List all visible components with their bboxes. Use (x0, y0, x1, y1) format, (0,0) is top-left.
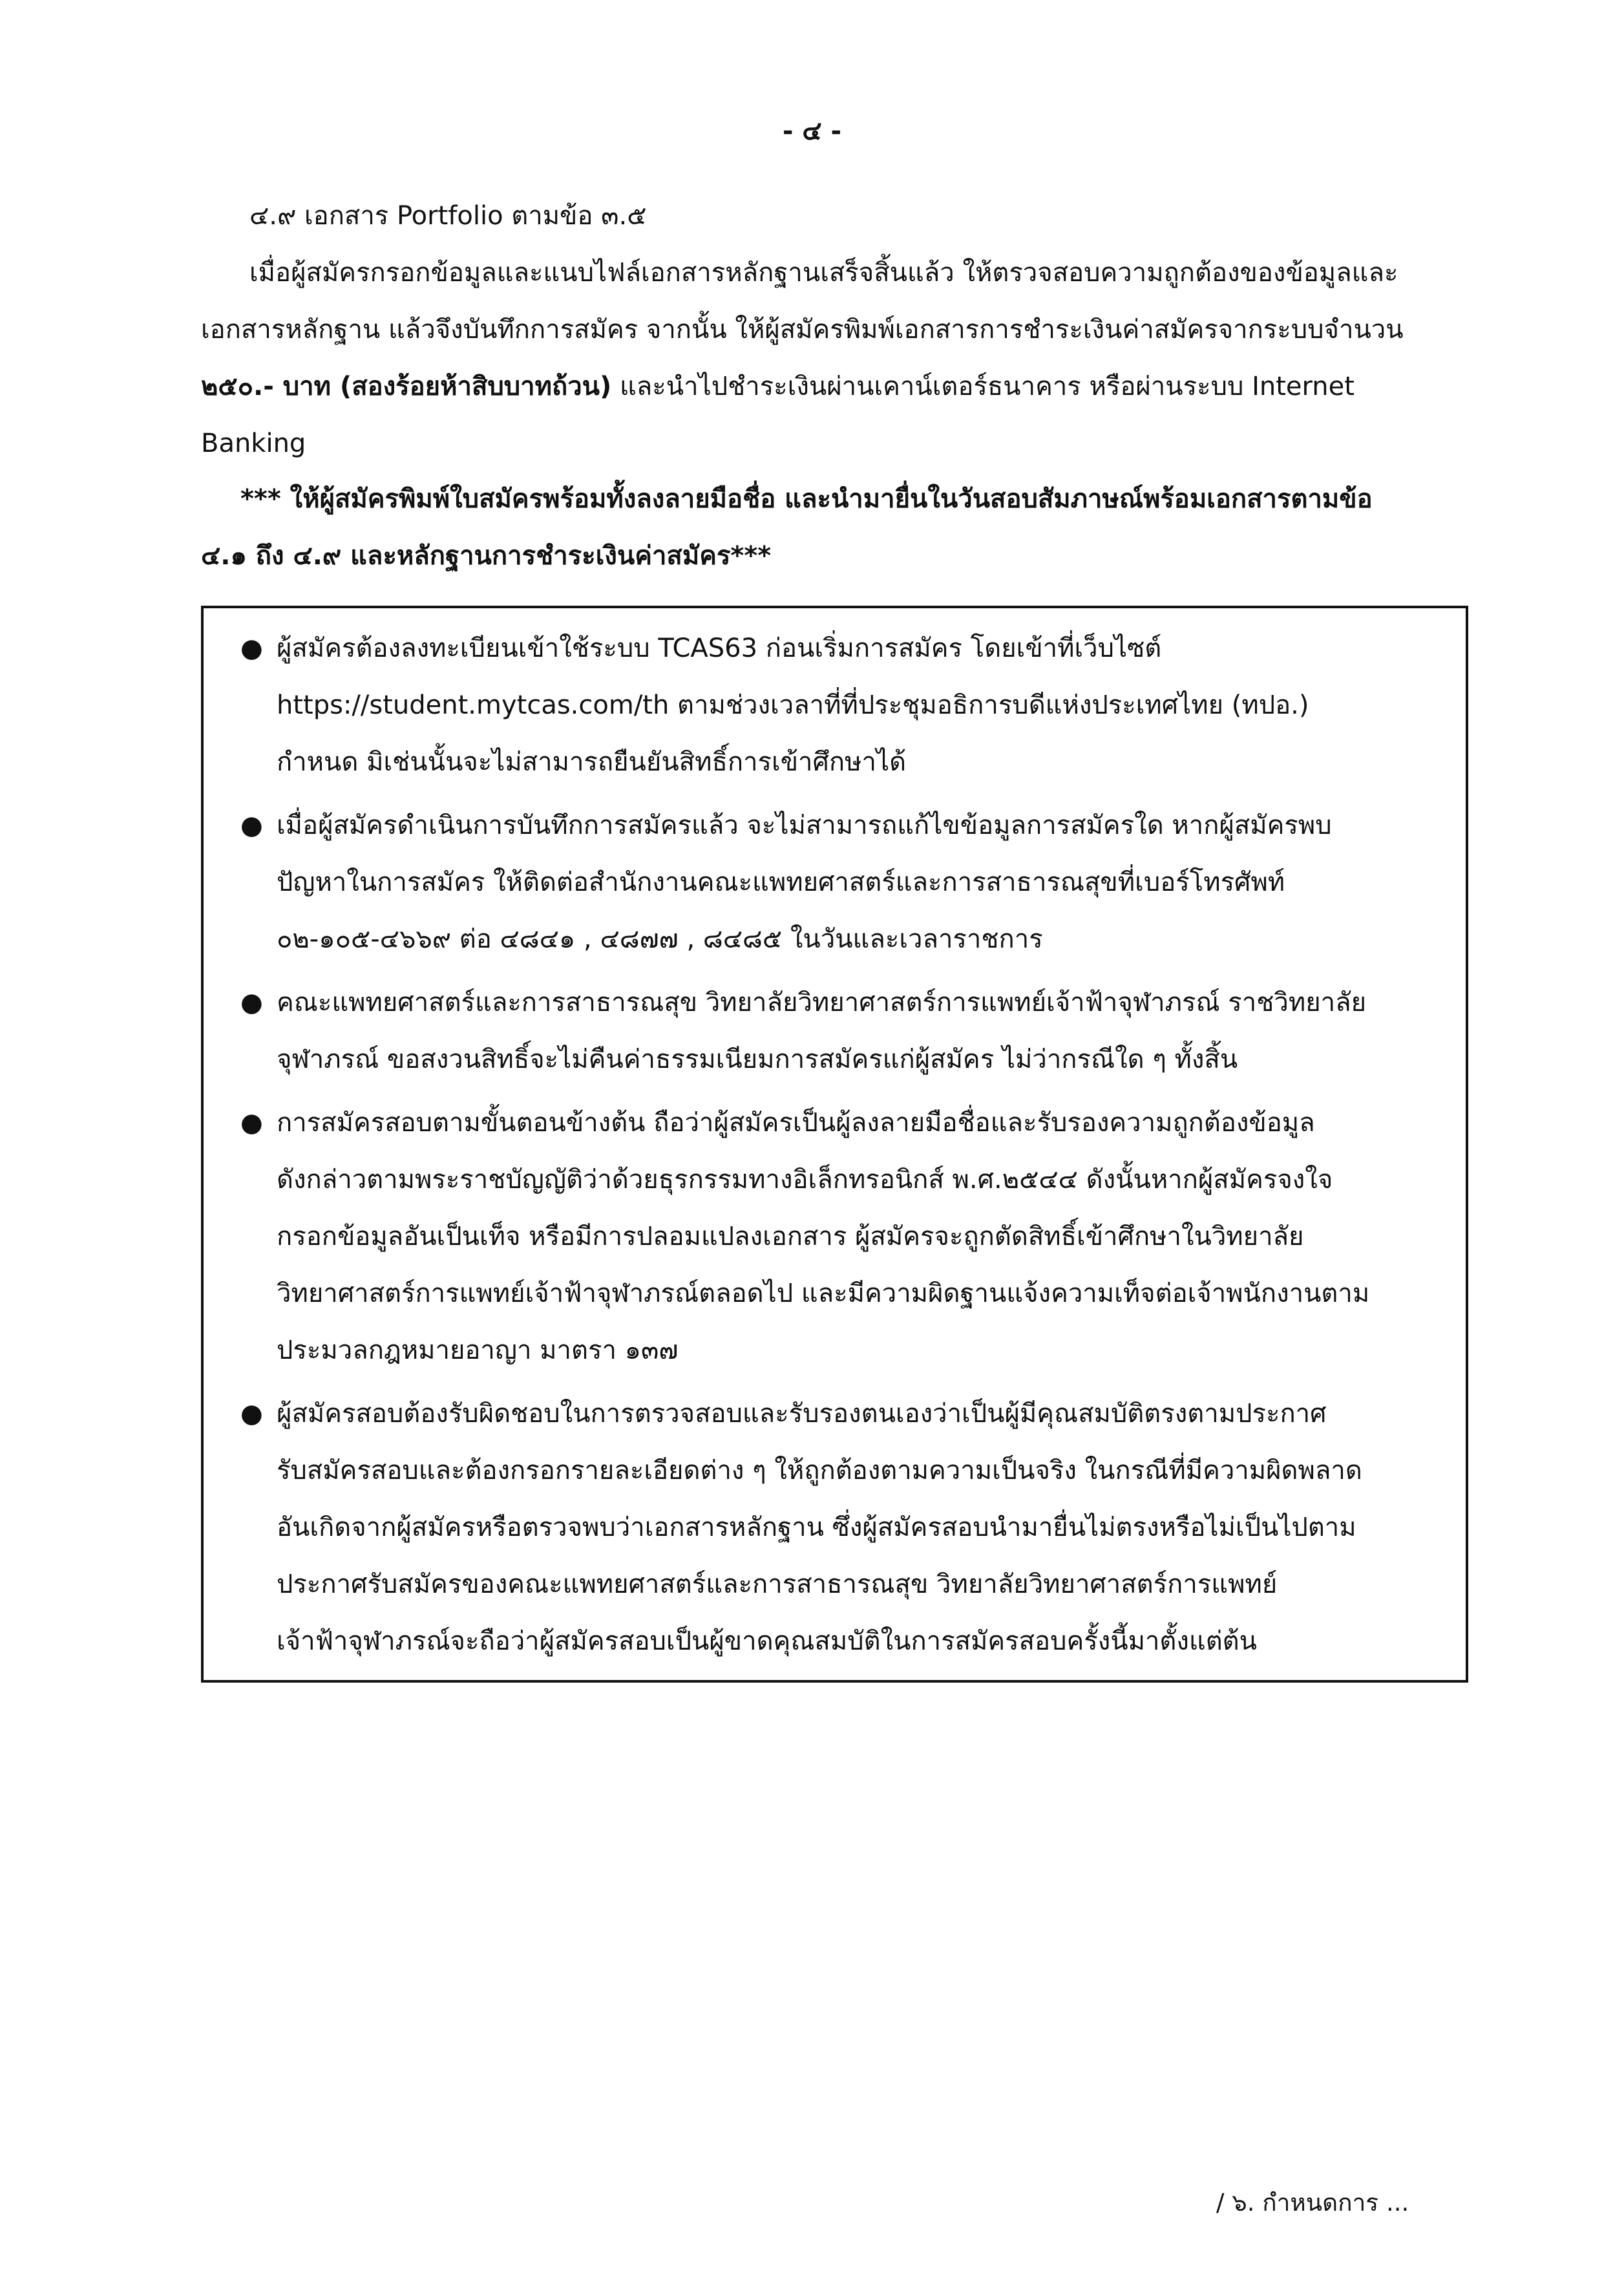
bullet-icon: ● (240, 1399, 263, 1429)
bullet-line: ดังกล่าวตามพระราชบัญญัติว่าด้วยธุรกรรมทางอิเล็กทรอนิกส์ พ.ศ.๒๕๔๔ ดังนั้นหากผู้สมัครจงใจ (277, 1165, 1333, 1195)
next-page-footer: / ๖. กำหนดการ ... (1216, 2189, 1409, 2217)
bullet-line: เจ้าฟ้าจุฬาภรณ์จะถือว่าผู้สมัครสอบเป็นผู้ขาดคุณสมบัติในการสมัครสอบครั้งนี้มาตั้งแต่ต้น (277, 1626, 1257, 1656)
bullet-icon: ● (240, 1108, 263, 1138)
bullet-line: รับสมัครสอบและต้องกรอกรายละเอียดต่าง ๆ ให้ถูกต้องตามความเป็นจริง ในกรณีที่มีความผิดพลาด (277, 1456, 1362, 1485)
bullet-line: ประมวลกฎหมายอาญา มาตรา ๑๓๗ (277, 1335, 679, 1365)
bullet-line: จุฬาภรณ์ ขอสงวนสิทธิ์จะไม่คืนค่าธรรมเนียมการสมัครแก่ผู้สมัคร ไม่ว่ากรณีใด ๆ ทั้งสิ้น (277, 1045, 1238, 1074)
bullet-line: ประกาศรับสมัครของคณะแพทยศาสตร์และการสาธารณสุข วิทยาลัยวิทยาศาสตร์การแพทย์ (277, 1569, 1278, 1599)
paragraph-line: เอกสารหลักฐาน แล้วจึงบันทึกการสมัคร จากนั้น ให้ผู้สมัครพิมพ์เอกสารการชำระเงินค่าสมัครจากระบบจำนวน (201, 315, 1404, 345)
bullet-icon: ● (240, 811, 263, 840)
bullet-line: https://student.mytcas.com/th ตามช่วงเวลาที่ที่ประชุมอธิการบดีแห่งประเทศไทย (ทปอ.) (277, 690, 1309, 720)
bullet-line: ผู้สมัครต้องลงทะเบียนเข้าใช้ระบบ TCAS63 ก่อนเริ่มการสมัคร โดยเข้าที่เว็บไซต์ (277, 633, 1162, 663)
bullet-icon: ● (240, 988, 263, 1017)
fee-amount: ๒๕๐.- บาท (สองร้อยห้าสิบบาทถ้วน) (201, 372, 612, 401)
bullet-line: คณะแพทยศาสตร์และการสาธารณสุข วิทยาลัยวิทยาศาสตร์การแพทย์เจ้าฟ้าจุฬาภรณ์ ราชวิทยาลัย (277, 988, 1367, 1017)
fee-line (201, 371, 1355, 402)
bullet-line: การสมัครสอบตามขั้นตอนข้างต้น ถือว่าผู้สมัครเป็นผู้ลงลายมือชื่อและรับรองความถูกต้องข้อมูล (277, 1108, 1315, 1138)
bullet-line: ปัญหาในการสมัคร ให้ติดต่อสำนักงานคณะแพทยศาสตร์และการสาธารณสุขที่เบอร์โทรศัพท์ (277, 867, 1285, 897)
item-4-9: ๔.๙ เอกสาร Portfolio ตามข้อ ๓.๕ (249, 201, 647, 231)
fee-payment-text: และนำไปชำระเงินผ่านเคาน์เตอร์ธนาคาร หรือผ่านระบบ Internet (611, 372, 1355, 401)
submission-notice-line: ๔.๑ ถึง ๔.๙ และหลักฐานการชำระเงินค่าสมัคร*** (201, 541, 772, 571)
bullet-line: อันเกิดจากผู้สมัครหรือตรวจพบว่าเอกสารหลักฐาน ซึ่งผู้สมัครสอบนำมายื่นไม่ตรงหรือไม่เป็นไปตาม (277, 1513, 1356, 1542)
bullet-line: กำหนด มิเช่นนั้นจะไม่สามารถยืนยันสิทธิ์การเข้าศึกษาได้ (277, 747, 907, 777)
submission-notice-line: *** ให้ผู้สมัครพิมพ์ใบสมัครพร้อมทั้งลงลายมือชื่อ และนำมายื่นในวันสอบสัมภาษณ์พร้อมเอกสารตามข้อ (240, 484, 1373, 514)
bullet-line: ๐๒-๑๐๕-๔๖๖๙ ต่อ ๔๘๔๑ , ๔๘๗๗ , ๘๔๘๕ ในวันและเวลาราชการ (277, 924, 1043, 954)
bullet-line: วิทยาศาสตร์การแพทย์เจ้าฟ้าจุฬาภรณ์ตลอดไป และมีความผิดฐานแจ้งความเท็จต่อเจ้าพนักงานตาม (277, 1279, 1370, 1308)
paragraph-line: Banking (201, 429, 306, 458)
page-number: - ๔ - (782, 116, 842, 146)
paragraph-line: เมื่อผู้สมัครกรอกข้อมูลและแนบไฟล์เอกสารหลักฐานเสร็จสิ้นแล้ว ให้ตรวจสอบความถูกต้องของข้อมูลและ (249, 258, 1398, 288)
bullet-line: ผู้สมัครสอบต้องรับผิดชอบในการตรวจสอบและรับรองตนเองว่าเป็นผู้มีคุณสมบัติตรงตามประกาศ (277, 1399, 1327, 1429)
bullet-line: กรอกข้อมูลอันเป็นเท็จ หรือมีการปลอมแปลงเอกสาร ผู้สมัครจะถูกตัดสิทธิ์เข้าศึกษาในวิทยาลัย (277, 1222, 1304, 1251)
bullet-line: เมื่อผู้สมัครดำเนินการบันทึกการสมัครแล้ว จะไม่สามารถแก้ไขข้อมูลการสมัครใด หากผู้สมัครพบ (277, 811, 1332, 840)
bullet-icon: ● (240, 633, 263, 663)
